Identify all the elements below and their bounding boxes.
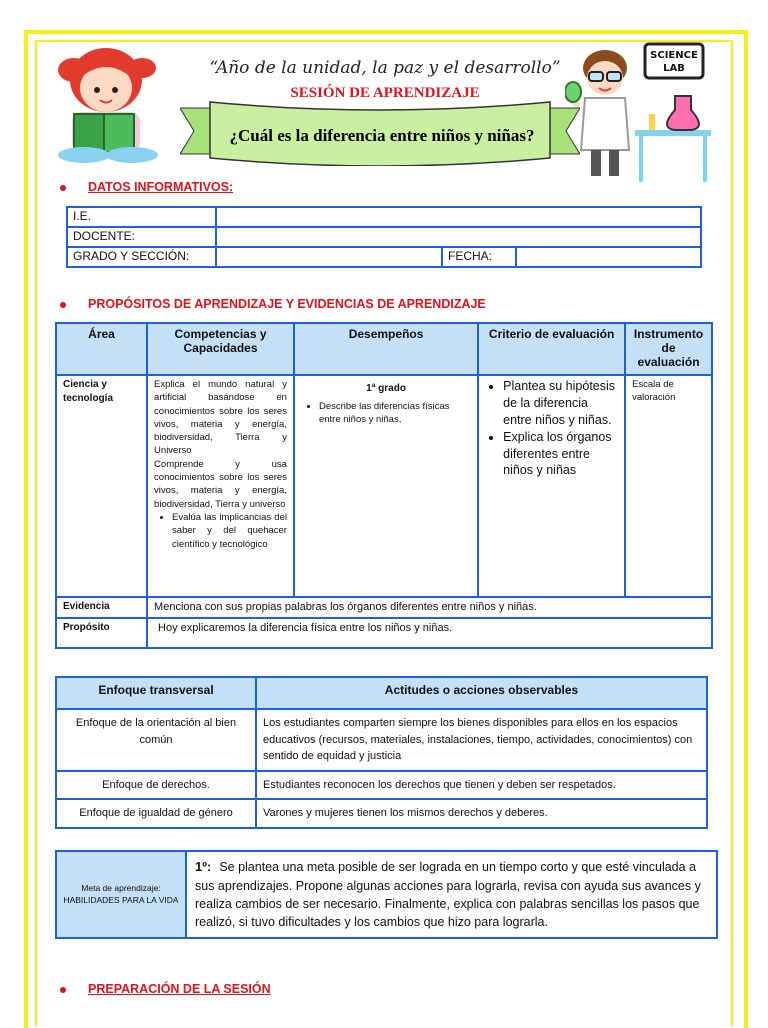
proposito-text: Hoy explicaremos la diferencia física entre los niños y niñas. (147, 618, 712, 648)
datos-heading: DATOS INFORMATIVOS: (60, 180, 233, 194)
girl-reading-illustration (44, 40, 174, 165)
bullet-icon (60, 987, 66, 993)
header-competencias: Competencias y Capacidades (147, 323, 294, 375)
enfoque-name: Enfoque de igualdad de género (56, 799, 256, 828)
session-title: ¿Cuál es la diferencia entre niños y niñas? (229, 126, 535, 145)
ie-label: I.E. (67, 207, 216, 227)
bullet-icon (60, 185, 66, 191)
info-table (66, 206, 702, 268)
enfoque-actitud: Los estudiantes comparten siempre los bienes disponibles para ellos en los espacios educativos (recursos, materiales, instalaciones, tiempo, actividades, conocimientos) con sentido de equidad y justicia (256, 709, 707, 771)
header-enfoque: Enfoque transversal (56, 677, 256, 709)
meta-table (55, 850, 718, 939)
meta-text-cell (186, 851, 717, 938)
criterio-item-1: • Plantea su hipótesis de la diferencia entre niños y niñas. (503, 378, 618, 429)
enfoques-table (55, 676, 708, 829)
desempeno-item: • Describe las diferencias físicas entre niños y niñas, (319, 400, 471, 427)
fecha-value (516, 247, 701, 267)
propositos-table (55, 322, 713, 649)
meta-label-line1: Meta de aprendizaje: (81, 882, 161, 893)
grado-value (216, 247, 442, 267)
enfoque-actitud: Estudiantes reconocen los derechos que tienen y deben ser respetados. (256, 771, 707, 800)
svg-text:LAB: LAB (663, 63, 685, 74)
header-area: Área (56, 323, 147, 375)
propositos-heading: PROPÓSITOS DE APRENDIZAJE Y EVIDENCIAS DE APRENDIZAJE (60, 297, 486, 311)
competencias-cell (147, 375, 294, 597)
enfoque-name: Enfoque de la orientación al bien común (56, 709, 256, 771)
header-actitudes: Actitudes o acciones observables (256, 677, 707, 709)
grade-label: 1ª grado (366, 383, 406, 394)
competencias-text-2: Comprende y usa conocimientos sobre los seres vivos, materia y energía, biodiversidad, Tierra y universo (154, 458, 287, 510)
grado-label: GRADO Y SECCIÓN: (67, 247, 216, 267)
criterio-cell (478, 375, 625, 597)
ie-value (216, 207, 701, 227)
header-instrumento: Instrumento de evaluación (625, 323, 712, 375)
meta-label-line2: HABILIDADES PARA LA VIDA (63, 894, 179, 905)
docente-value (216, 227, 701, 247)
meta-text: Se plantea una meta posible de ser lograda en un tiempo corto y que esté vinculada a sus aprendizajes. Propone algunas acciones para lograrla, revisa con ayuda sus avances y realiza cambios de ser necesario. Finalmente, explica con palabras sencillas los pasos que realizó, si tuvo dificultades y los cambios que hizo para lograrla. (195, 860, 701, 930)
area-cell: Ciencia y tecnología (56, 375, 147, 597)
enfoque-name: Enfoque de derechos. (56, 771, 256, 800)
meta-number: 1º: (195, 859, 212, 874)
motto-text: “Año de la unidad, la paz y el desarrollo” (209, 58, 561, 78)
evidencia-label: Evidencia (56, 597, 147, 618)
enfoque-actitud: Varones y mujeres tienen los mismos derechos y deberes. (256, 799, 707, 828)
session-label: SESIÓN DE APRENDIZAJE (290, 85, 480, 101)
criterio-item-2: • Explica los órganos diferentes entre niños y niñas (503, 429, 618, 480)
docente-label: DOCENTE: (67, 227, 216, 247)
header-desempenos: Desempeños (294, 323, 478, 375)
fecha-label: FECHA: (442, 247, 516, 267)
competencias-text-1: Explica el mundo natural y artificial basándose en conocimientos sobre los seres vivos, materia y energía, biodiversidad, Tierra y Universo (154, 379, 287, 457)
proposito-label: Propósito (56, 618, 147, 648)
svg-text:SCIENCE: SCIENCE (650, 50, 698, 61)
meta-label (56, 851, 186, 938)
header-criterio: Criterio de evaluación (478, 323, 625, 375)
desempenos-cell (294, 375, 478, 597)
bullet-icon (60, 302, 66, 308)
competencias-bullet: • Evalúa las implicancias del saber y del quehacer científico y tecnológico (172, 511, 287, 551)
preparacion-heading: PREPARACIÓN DE LA SESIÓN (60, 982, 271, 996)
evidencia-text: Menciona con sus propias palabras los órganos diferentes entre niños y niñas. (147, 597, 712, 618)
instrumento-cell: Escala de valoración (625, 375, 712, 597)
